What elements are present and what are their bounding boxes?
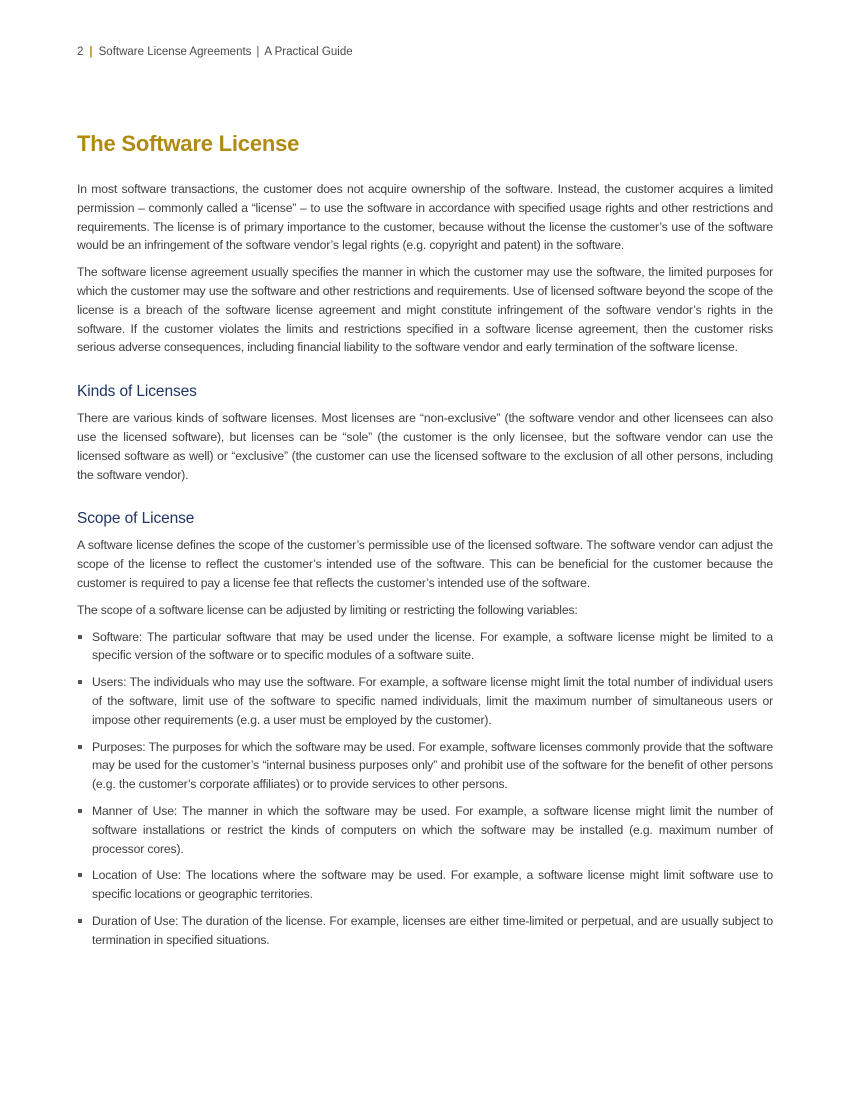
square-bullet-icon	[78, 873, 82, 877]
square-bullet-icon	[78, 680, 82, 684]
list-item	[77, 628, 773, 666]
kinds-of-licenses-heading: Kinds of Licenses	[77, 383, 197, 401]
page-title: The Software License	[77, 131, 300, 156]
header-subtitle: A Practical Guide	[264, 46, 353, 58]
square-bullet-icon	[78, 919, 82, 923]
header-title: Software License Agreements	[98, 46, 252, 58]
square-bullet-icon	[78, 745, 82, 749]
list-item	[77, 673, 773, 729]
list-item-text: Users: The individuals who may use the software. For example, a software license might limit the total number of individual users of the software, limit use of the software to specific named individuals, limit the maximum number of simultaneous users or impose other requirements (e.g. a user must be employed by the customer).	[92, 675, 773, 727]
scope-paragraph-1: A software license defines the scope of the customer’s permissible use of the licensed software. The software vendor can adjust the scope of the license to reflect the customer’s intended use of the software. This can be beneficial for the customer because the customer is required to pay a license fee that reflects the customer’s intended use of the software.	[77, 538, 773, 590]
page-number: 2	[77, 46, 84, 58]
list-item	[77, 912, 773, 950]
list-item-text: Software: The particular software that may be used under the license. For example, a software license might be limited to a specific version of the software or to specific modules of a software suite.	[92, 629, 773, 663]
list-item	[77, 866, 773, 904]
intro-paragraph-2: The software license agreement usually specifies the manner in which the customer may use the software, the limited purposes for which the customer may use the software and other restrictions and requirements. Use of licensed software beyond the scope of the license is a breach of the software license agreement and might constitute infringement of the software vendor’s rights in the software. If the customer violates the limits and restrictions specified in a software license agreement, then the customer risks serious adverse consequences, including financial liability to the software vendor and early termination of the software license.	[77, 265, 773, 355]
content-body	[77, 180, 773, 958]
scope-variables-list	[77, 628, 773, 950]
header-separator-2: |	[256, 46, 260, 58]
list-item-text: Location of Use: The locations where the software may be used. For example, a software license might limit software use to specific locations or geographic territories.	[92, 868, 773, 902]
header-separator: |	[89, 46, 93, 58]
list-item-text: Manner of Use: The manner in which the software may be used. For example, a software license might limit the number of software installations or restrict the kinds of computers on which the software may be installed (e.g. maximum number of processor cores).	[92, 803, 773, 856]
square-bullet-icon	[78, 635, 82, 639]
list-item-text: Purposes: The purposes for which the software may be used. For example, software licenses commonly provide that the software may be used for the customer’s “internal business purposes only” and prohibit use of the software for the benefit of other persons (e.g. the customer’s corporate affiliates) or to provide services to other persons.	[92, 739, 773, 792]
square-bullet-icon	[78, 809, 82, 813]
list-item	[77, 738, 773, 794]
kinds-paragraph-1: There are various kinds of software licenses. Most licenses are “non-exclusive” (the software vendor and other licensees can also use the licensed software), but licenses can be “sole” (the customer is the only licensee, but the software vendor can use the licensed software as well) or “exclusive” (the customer can use the licensed software to the exclusion of all other persons, including the software vendor).	[77, 411, 773, 482]
scope-of-license-heading: Scope of License	[77, 510, 195, 528]
list-item-text: Duration of Use: The duration of the license. For example, licenses are either time-limited or perpetual, and are usually subject to termination in specified situations.	[92, 913, 773, 947]
list-item	[77, 802, 773, 858]
intro-paragraph-1: In most software transactions, the customer does not acquire ownership of the software. Instead, the customer acquires a limited permission – commonly called a “license” – to use the software in accordance with specified usage rights and other restrictions and requirements. The license is of primary importance to the customer, because without the license the customer’s use of the software would be an infringement of the software vendor’s legal rights (e.g. copyright and patent) in the software.	[77, 182, 773, 253]
scope-paragraph-2: The scope of a software license can be adjusted by limiting or restricting the following variables:	[77, 602, 578, 617]
running-header	[77, 46, 353, 58]
